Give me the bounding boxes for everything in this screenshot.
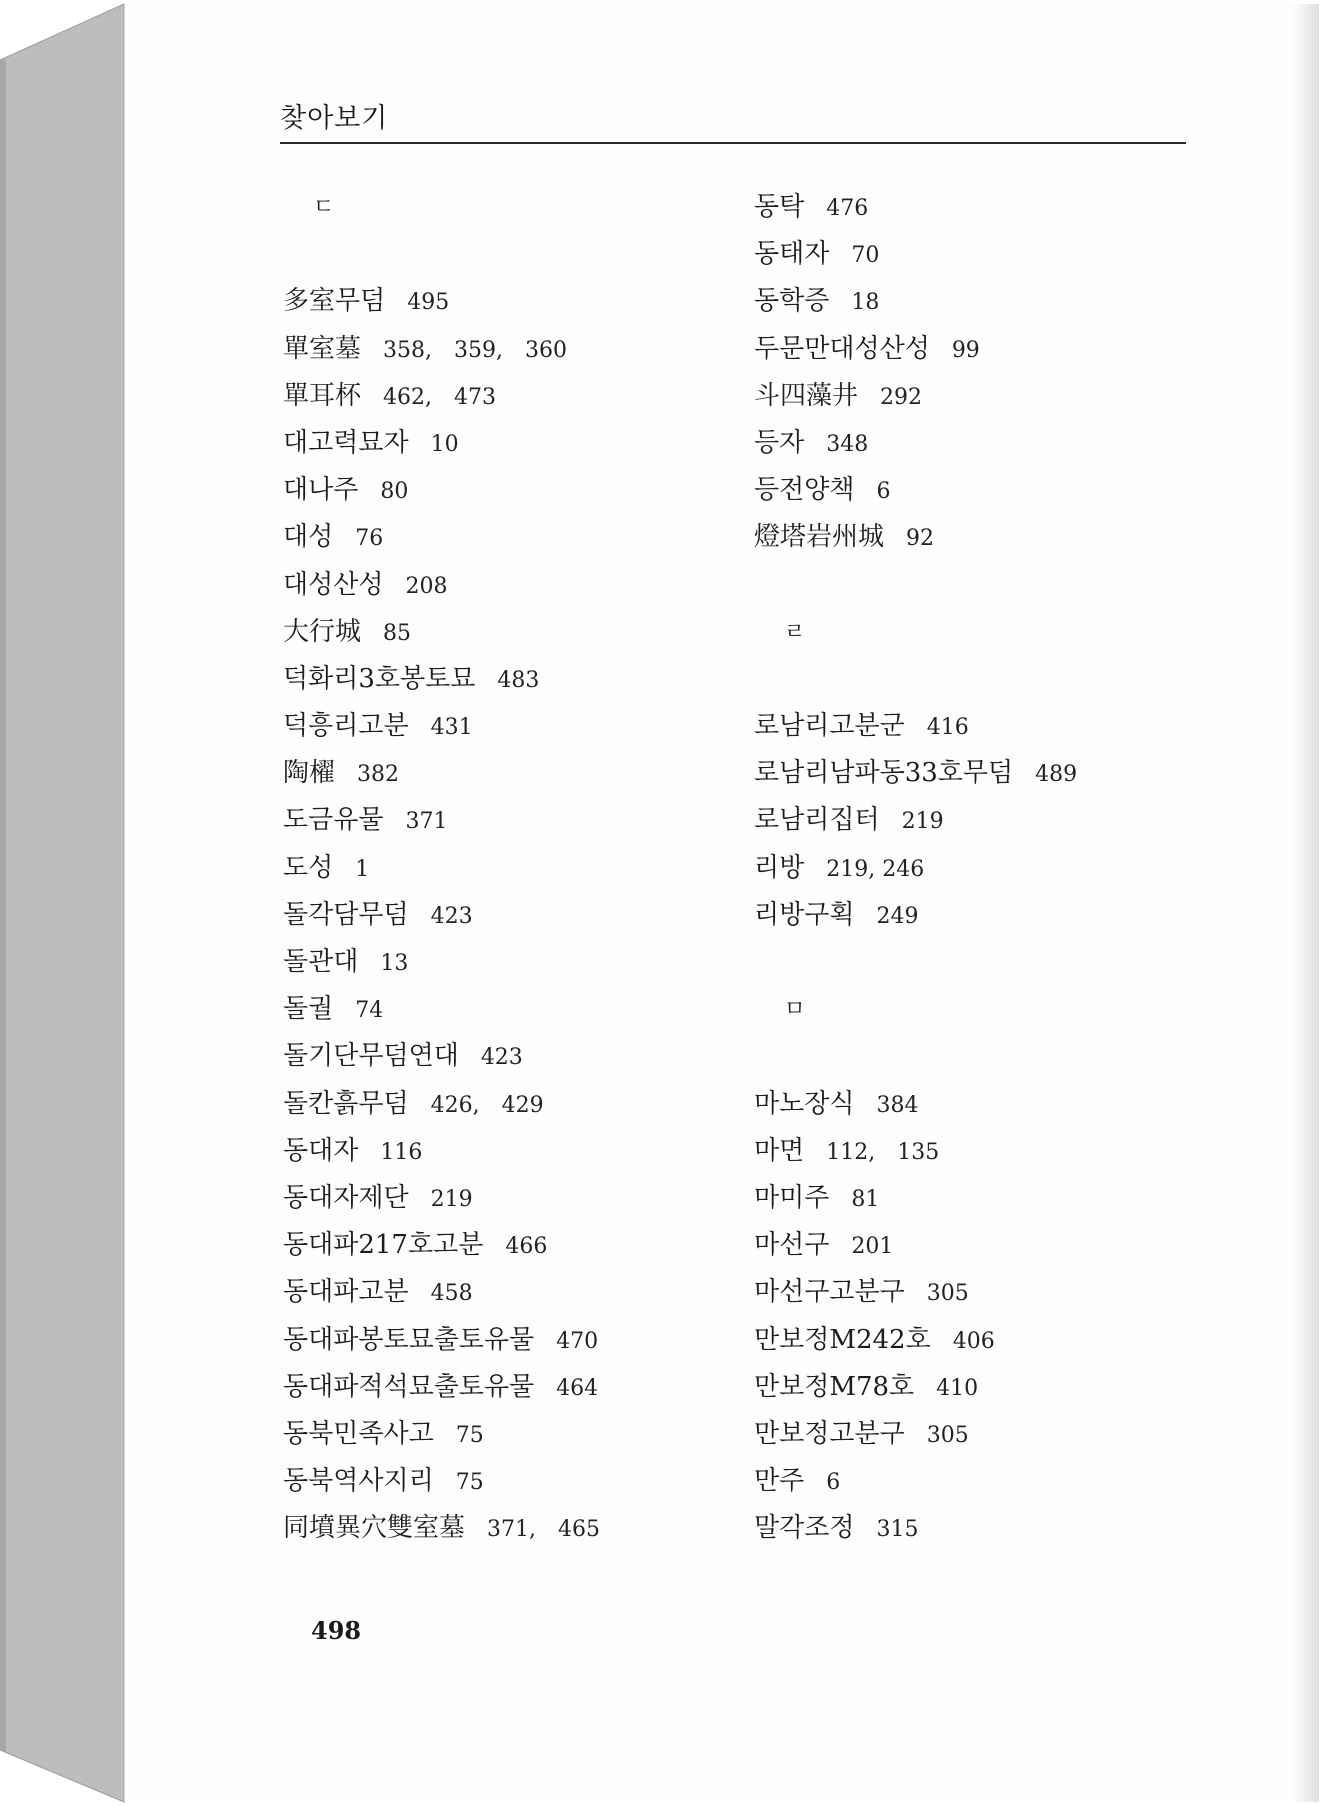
index-entry [283,939,723,986]
index-pages: 116 [380,1139,423,1165]
index-pages: 92 [906,526,935,552]
index-entry [283,1269,723,1316]
index-entry [283,373,723,420]
index-term: 마선구 [754,1230,830,1261]
index-entry [283,1175,723,1222]
index-term: 동학증 [754,286,830,317]
index-entry [754,750,1224,797]
index-term: 돌각담무덤 [283,899,409,930]
index-entry [283,1128,723,1175]
index-term: 單室墓 [283,333,362,364]
index-pages: 431 [430,715,473,741]
index-entry [283,609,723,656]
index-term: 돌칸흙무덤 [283,1088,409,1119]
index-pages: 208 [405,573,448,599]
index-pages: 371 [405,809,448,835]
index-term: 마면 [754,1135,805,1166]
index-term: 斗四藻井 [754,380,859,411]
index-pages: 305 [926,1281,969,1307]
index-entry [283,514,723,561]
index-term: 도성 [283,852,334,883]
index-pages: 18 [851,290,880,316]
index-pages: 99 [951,337,980,363]
index-pages: 464 [556,1375,599,1401]
index-entry [283,1364,723,1411]
index-entry [754,797,1224,844]
index-term: 單耳杯 [283,380,362,411]
index-entry [283,703,723,750]
index-entry [283,892,723,939]
index-column-left [283,184,723,1552]
index-entry [754,420,1224,467]
index-pages: 423 [480,1045,523,1071]
index-pages: 489 [1035,762,1078,788]
index-entry [754,326,1224,373]
index-term: 마선구고분구 [754,1277,905,1308]
index-pages: 371, 465 [487,1517,600,1543]
index-pages: 315 [876,1517,919,1543]
index-term: 등자 [754,427,805,458]
index-term: 만보정M78호 [754,1371,915,1402]
index-page [124,4,1319,1802]
index-term: 대성산성 [283,569,384,600]
index-entry [754,1364,1224,1411]
index-term: 만보정고분구 [754,1418,905,1449]
index-term: 로남리남파동33호무덤 [754,758,1014,789]
index-pages: 201 [851,1234,894,1260]
index-pages: 483 [497,667,540,693]
index-entry [283,420,723,467]
index-entry [754,845,1224,892]
index-pages: 495 [407,290,450,316]
section-spacer [754,939,1224,986]
index-entry [283,1081,723,1128]
index-term: 동북역사지리 [283,1466,434,1497]
section-spacer [754,1033,1224,1080]
index-pages: 466 [505,1234,548,1260]
index-entry [283,845,723,892]
index-term: 동대파고분 [283,1277,409,1308]
index-pages: 476 [826,196,869,221]
index-term: 만주 [754,1466,805,1497]
index-entry [283,797,723,844]
index-term: 大行城 [283,616,362,647]
index-pages: 358, 359, 360 [383,337,567,363]
index-term: 리방 [754,852,805,883]
index-entry [283,1033,723,1080]
index-term: 돌기단무덤연대 [283,1041,459,1072]
index-term: 리방구획 [754,899,855,930]
index-pages: 384 [876,1092,919,1118]
index-pages: 13 [380,951,409,976]
index-term: 燈塔岩州城 [754,522,885,553]
index-entry [754,278,1224,325]
index-pages: 6 [876,479,891,505]
section-spacer [283,231,723,278]
index-pages: 70 [851,243,880,269]
index-pages: 1 [355,856,370,882]
page-title: 찾아보기 [280,103,389,134]
index-term: 陶櫂 [283,758,336,789]
index-term: 대나주 [283,475,359,506]
index-entry [754,373,1224,420]
index-term: 同墳異穴雙室墓 [283,1513,466,1544]
index-pages: 292 [880,384,923,410]
index-entry [283,278,723,325]
index-term: 도금유물 [283,805,384,836]
index-term: 만보정M242호 [754,1324,931,1355]
index-entry [283,562,723,609]
index-term: 동대자 [283,1135,359,1166]
page-edge-shadow [1293,4,1319,1802]
index-pages: 6 [826,1470,841,1496]
index-term: 대고력묘자 [283,427,409,458]
index-pages: 75 [455,1422,484,1448]
index-term: 대성 [283,522,334,553]
index-entry [754,1222,1224,1269]
index-entry [754,514,1224,561]
index-entry [754,1269,1224,1316]
index-pages: 470 [556,1328,599,1354]
index-pages: 10 [430,431,459,457]
index-pages: 305 [926,1422,969,1448]
index-term: 로남리집터 [754,805,880,836]
section-letter: ㄹ [784,619,806,645]
index-term: 로남리고분군 [754,711,905,742]
index-pages: 80 [380,479,409,505]
index-term: 동태자 [754,239,830,270]
index-entry [283,750,723,797]
index-entry [754,892,1224,939]
index-pages: 219, 246 [826,856,925,882]
index-pages: 458 [430,1281,473,1307]
index-entry [754,1128,1224,1175]
index-term: 마미주 [754,1182,830,1213]
index-term: 돌관대 [283,947,359,977]
index-pages: 406 [952,1328,995,1354]
index-entry [754,1458,1224,1505]
index-pages: 112, 135 [826,1139,940,1165]
index-entry [283,467,723,514]
index-term: 동북민족사고 [283,1418,434,1449]
index-pages: 416 [926,715,969,741]
section-spacer [754,656,1224,703]
index-pages: 76 [355,526,384,552]
index-term: 多室무덤 [283,286,386,317]
index-term: 덕흥리고분 [283,711,409,742]
index-term: 동대파적석묘출토유물 [283,1371,535,1402]
index-entry [754,1505,1224,1552]
index-entry [283,1505,723,1552]
index-entry [754,1081,1224,1128]
index-pages: 81 [851,1186,880,1212]
index-pages: 426, 429 [430,1092,544,1118]
index-entry [754,231,1224,278]
index-pages: 249 [876,903,919,929]
index-entry [283,1458,723,1505]
index-term: 돌궐 [283,994,334,1025]
index-entry [283,656,723,703]
index-term: 동대자제단 [283,1182,409,1213]
index-term: 두문만대성산성 [754,333,930,364]
index-entry [754,1175,1224,1222]
index-pages: 462, 473 [383,384,496,410]
index-pages: 219 [901,809,944,835]
index-term: 동대파217호고분 [283,1230,484,1261]
index-term: 말각조정 [754,1513,855,1544]
index-pages: 348 [826,431,869,457]
section-letter: ㅁ [784,997,806,1023]
index-entry [283,1222,723,1269]
page-number: 498 [311,1616,362,1645]
index-entry [754,1317,1224,1364]
index-pages: 410 [936,1375,979,1401]
header-rule [280,142,1186,144]
index-term: 동탁 [754,192,805,222]
section-letter: ㄷ [313,195,335,220]
index-pages: 219 [430,1186,473,1212]
index-pages: 423 [430,903,473,929]
index-pages: 74 [355,998,384,1024]
index-term: 마노장식 [754,1088,855,1119]
index-term: 등전양책 [754,475,855,506]
index-entry [754,1411,1224,1458]
index-column-right [754,184,1224,1552]
index-entry [283,986,723,1033]
section-spacer [754,562,1224,609]
index-term: 덕화리3호봉토묘 [283,663,476,694]
index-pages: 382 [357,762,400,788]
index-entry [283,326,723,373]
index-entry [754,184,1224,231]
index-entry [754,467,1224,514]
index-entry [283,1317,723,1364]
index-term: 동대파봉토묘출토유물 [283,1324,535,1355]
index-entry [754,703,1224,750]
index-pages: 85 [383,620,412,646]
index-pages: 75 [455,1470,484,1496]
index-entry [283,1411,723,1458]
